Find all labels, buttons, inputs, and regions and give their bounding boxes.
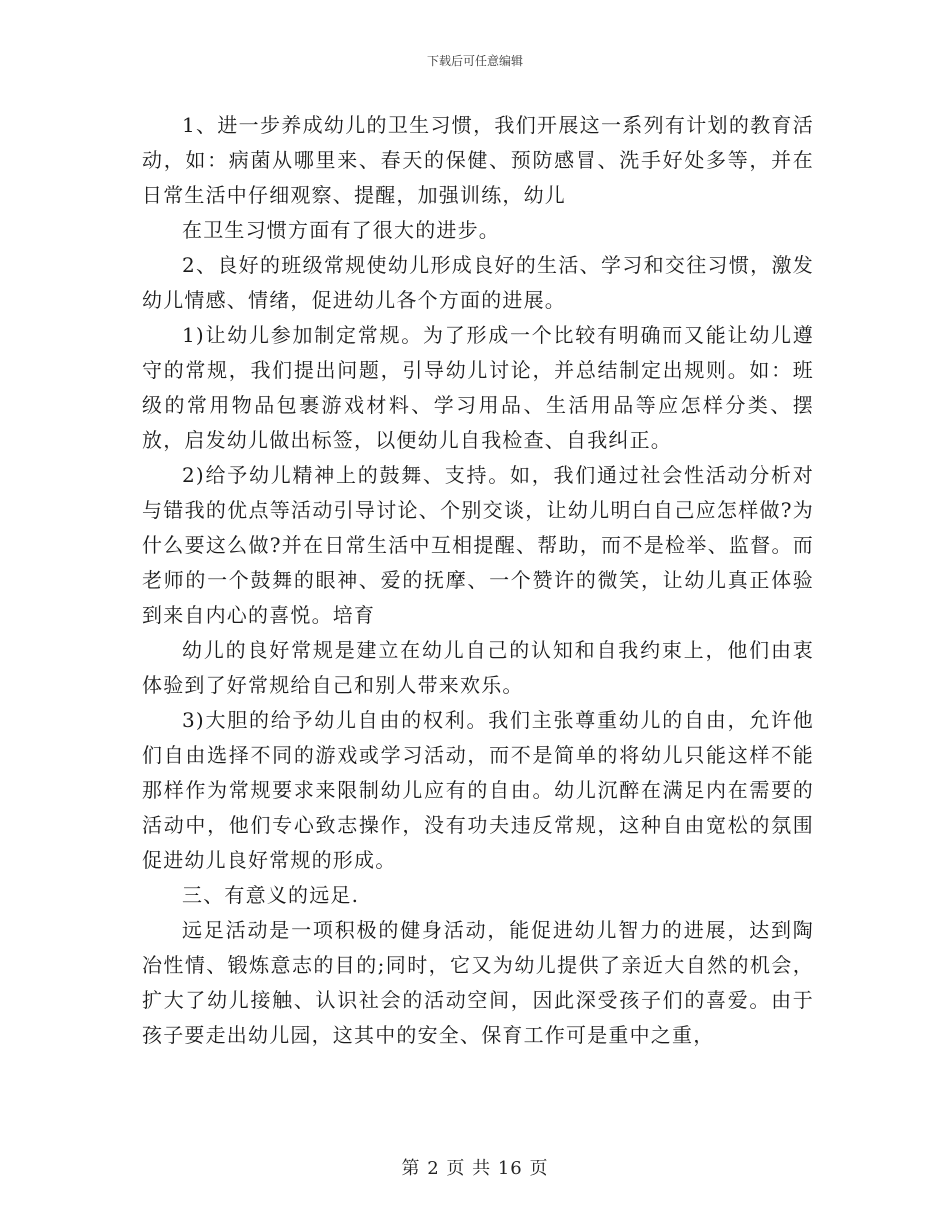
document-body <box>142 108 814 1053</box>
paragraph: 2)给予幼儿精神上的鼓舞、支持。如，我们通过社会性活动分析对与错我的优点等活动引导讨论、个别交谈，让幼儿明白自己应怎样做?为什么要这么做?并在日常生活中互相提醒、帮助，而不是检举、监督。而老师的一个鼓舞的眼神、爱的抚摩、一个赞许的微笑，让幼儿真正体验到来自内心的喜悦。培育 <box>142 463 814 627</box>
paragraph: 1、进一步养成幼儿的卫生习惯，我们开展这一系列有计划的教育活动，如：病菌从哪里来、春天的保健、预防感冒、洗手好处多等，并在日常生活中仔细观察、提醒，加强训练，幼儿 <box>142 113 814 207</box>
paragraph: 幼儿的良好常规是建立在幼儿自己的认知和自我约束上，他们由衷体验到了好常规给自己和别人带来欢乐。 <box>142 638 814 697</box>
paragraph: 1)让幼儿参加制定常规。为了形成一个比较有明确而又能让幼儿遵守的常规，我们提出问题，引导幼儿讨论，并总结制定出规则。如：班级的常用物品包裹游戏材料、学习用品、生活用品等应怎样分类、摆放，启发幼儿做出标签，以便幼儿自我检查、自我纠正。 <box>142 323 814 452</box>
section-heading: 三、有意义的远足. <box>182 883 360 907</box>
paragraph: 2、良好的班级常规使幼儿形成良好的生活、学习和交往习惯，激发幼儿情感、情绪，促进幼儿各个方面的进展。 <box>142 253 814 312</box>
paragraph: 远足活动是一项积极的健身活动，能促进幼儿智力的进展，达到陶冶性情、锻炼意志的目的;同时，它又为幼儿提供了亲近大自然的机会，扩大了幼儿接触、认识社会的活动空间，因此深受孩子们的喜爱。由于孩子要走出幼儿园，这其中的安全、保育工作可是重中之重， <box>142 918 814 1047</box>
paragraph: 在卫生习惯方面有了很大的进步。 <box>182 218 500 242</box>
page-number: 第 2 页 共 16 页 <box>401 1158 549 1179</box>
paragraph: 3)大胆的给予幼儿自由的权利。我们主张尊重幼儿的自由，允许他们自由选择不同的游戏或学习活动，而不是简单的将幼儿只能这样不能那样作为常规要求来限制幼儿应有的自由。幼儿沉醉在满足内在需要的活动中，他们专心致志操作，没有功夫违反常规，这种自由宽松的氛围促进幼儿良好常规的形成。 <box>142 708 814 872</box>
page-header: 下载后可任意编辑 <box>426 54 523 68</box>
